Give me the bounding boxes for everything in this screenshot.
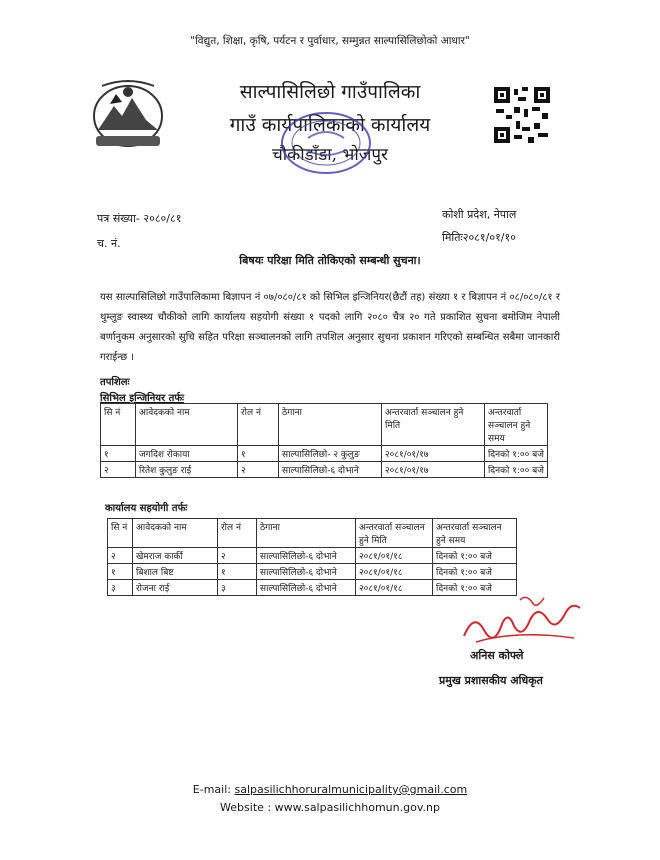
- cell: खेमराज कार्की: [133, 548, 218, 564]
- footer-email: [0, 783, 660, 796]
- cell: ३: [108, 580, 133, 596]
- cell: साल्पासिलिछो-६ दोभाने: [257, 580, 356, 596]
- col-header: ठेगाना: [257, 519, 356, 548]
- cell: दिनको १:०० बजे: [433, 580, 517, 596]
- cell: १: [238, 446, 279, 462]
- cell: १: [108, 564, 133, 580]
- table-header-row: [101, 404, 548, 446]
- col-header: रोल नं: [218, 519, 257, 548]
- civil-engineer-table: [100, 403, 548, 478]
- cell: २०८१/०१/१८: [356, 580, 433, 596]
- municipality-name: साल्पासिलिछो गाउँपालिका: [239, 81, 421, 103]
- letter-number: पत्र संख्या- २०८०/८१: [97, 212, 182, 225]
- col-header: आवेदकको नाम: [133, 519, 218, 548]
- dispatch-number: च. नं.: [97, 237, 121, 250]
- email-label: E-mail:: [192, 783, 235, 796]
- cell: जगदिश रोकाया: [136, 446, 238, 462]
- signatory-name: अनिस कोफ्ले: [470, 649, 524, 662]
- qr-code-icon: [494, 87, 550, 143]
- subject-line: बिषयः परिक्षा मिति तोकिएको सम्बन्धी सुचना।: [239, 254, 421, 267]
- col-header: अन्तरवार्ता सञ्चालन हुने मिति: [382, 404, 485, 446]
- footer-website: [0, 801, 660, 814]
- cell: २०८१/०१/१७: [382, 446, 485, 462]
- cell: साल्पासिलिछो-६ दोभाने: [279, 462, 382, 478]
- cell: साल्पासिलिछो-६ दोभाने: [257, 564, 356, 580]
- cell: रितेश कुलुङ राई: [136, 462, 238, 478]
- office-assistant-table: [107, 518, 517, 596]
- table-row: [108, 564, 517, 580]
- website-label: Website :: [220, 801, 275, 814]
- signatory-title: प्रमुख प्रशासकीय अधिकृत: [439, 674, 543, 687]
- office-stamp: [278, 108, 374, 178]
- cell: बिशाल बिष्ट: [133, 564, 218, 580]
- col-header: ठेगाना: [279, 404, 382, 446]
- cell: साल्पासिलिछो- २ कुलुङ: [279, 446, 382, 462]
- cell: रोजना राई: [133, 580, 218, 596]
- col-header: अन्तरवार्ता सञ्चालन हुने मिति: [356, 519, 433, 548]
- tapshil-label: तपशिलः: [100, 377, 130, 388]
- cell: २०८१/०१/१८: [356, 548, 433, 564]
- col-header: आवेदकको नाम: [136, 404, 238, 446]
- motto: "विद्युत, शिक्षा, कृषि, पर्यटन र पुर्वाधार, सम्मुन्नत साल्पासिलिछोको आधार": [190, 35, 470, 47]
- province: कोशी प्रदेश, नेपाल: [442, 208, 517, 221]
- cell: १: [101, 446, 136, 462]
- cell: दिनको १:०० बजे: [433, 548, 517, 564]
- cell: दिनको १:०० बजे: [485, 446, 548, 462]
- cell: ३: [218, 580, 257, 596]
- table1-title: सिभिल इन्जिनियर तर्फः: [100, 393, 185, 404]
- letter-date: मितिः२०८१/०१/१०: [442, 231, 516, 244]
- notice-body: यस साल्पासिलिछो गाउँपालिकामा बिज्ञापन नं ०७/०८०/८१ को सिभिल इन्जिनियर(छैटौं तह) संख्या १ र बिज्ञापन नं ०८/०८०/८१ र थुम्लुङ स्वास्थ्य चौकीको लागि कार्यालय सहयोगी संख्या १ पदको लागि २०८० चैत्र २० गते प्रकाशित सुचना बमोजिम नेपाली बर्णानुकम अनुसारको सुचि सहित परिक्षा सञ्चालनको लागि तपशिल अनुसार सुचना प्रकाशन गरिएको सम्बन्धित सबैमा जानकारी गराईन्छ ।: [100, 292, 560, 363]
- col-header: रोल नं: [238, 404, 279, 446]
- office-location: चौकीडाँडा, भोजपुर: [271, 145, 389, 165]
- email-link[interactable]: salpasilichhoruralmunicipality@gmail.com: [234, 783, 468, 796]
- cell: २: [238, 462, 279, 478]
- table-row: [101, 462, 548, 478]
- cell: दिनको १:०० बजे: [433, 564, 517, 580]
- cell: २०८१/०१/१७: [382, 462, 485, 478]
- col-header: अन्तरवार्ता सञ्चालन हुने समय: [485, 404, 548, 446]
- cell: दिनको १:०० बजे: [485, 462, 548, 478]
- table-row: [108, 548, 517, 564]
- cell: २: [218, 548, 257, 564]
- cell: २०८१/०१/१८: [356, 564, 433, 580]
- col-header: सि नं: [101, 404, 136, 446]
- handwritten-signature: [456, 590, 586, 650]
- table-row: [101, 446, 548, 462]
- cell: साल्पासिलिछो-६ दोभाने: [257, 548, 356, 564]
- website-link[interactable]: www.salpasilichhomun.gov.np: [274, 801, 440, 814]
- table2-title: कार्यालय सहयोगी तर्फः: [105, 503, 188, 514]
- cell: १: [218, 564, 257, 580]
- cell: २: [101, 462, 136, 478]
- office-name: गाउँ कार्यपालिकाको कार्यालय: [229, 114, 431, 136]
- cell: २: [108, 548, 133, 564]
- table-header-row: [108, 519, 517, 548]
- col-header: सि नं: [108, 519, 133, 548]
- col-header: अन्तरवार्ता सञ्चालन हुने समय: [433, 519, 517, 548]
